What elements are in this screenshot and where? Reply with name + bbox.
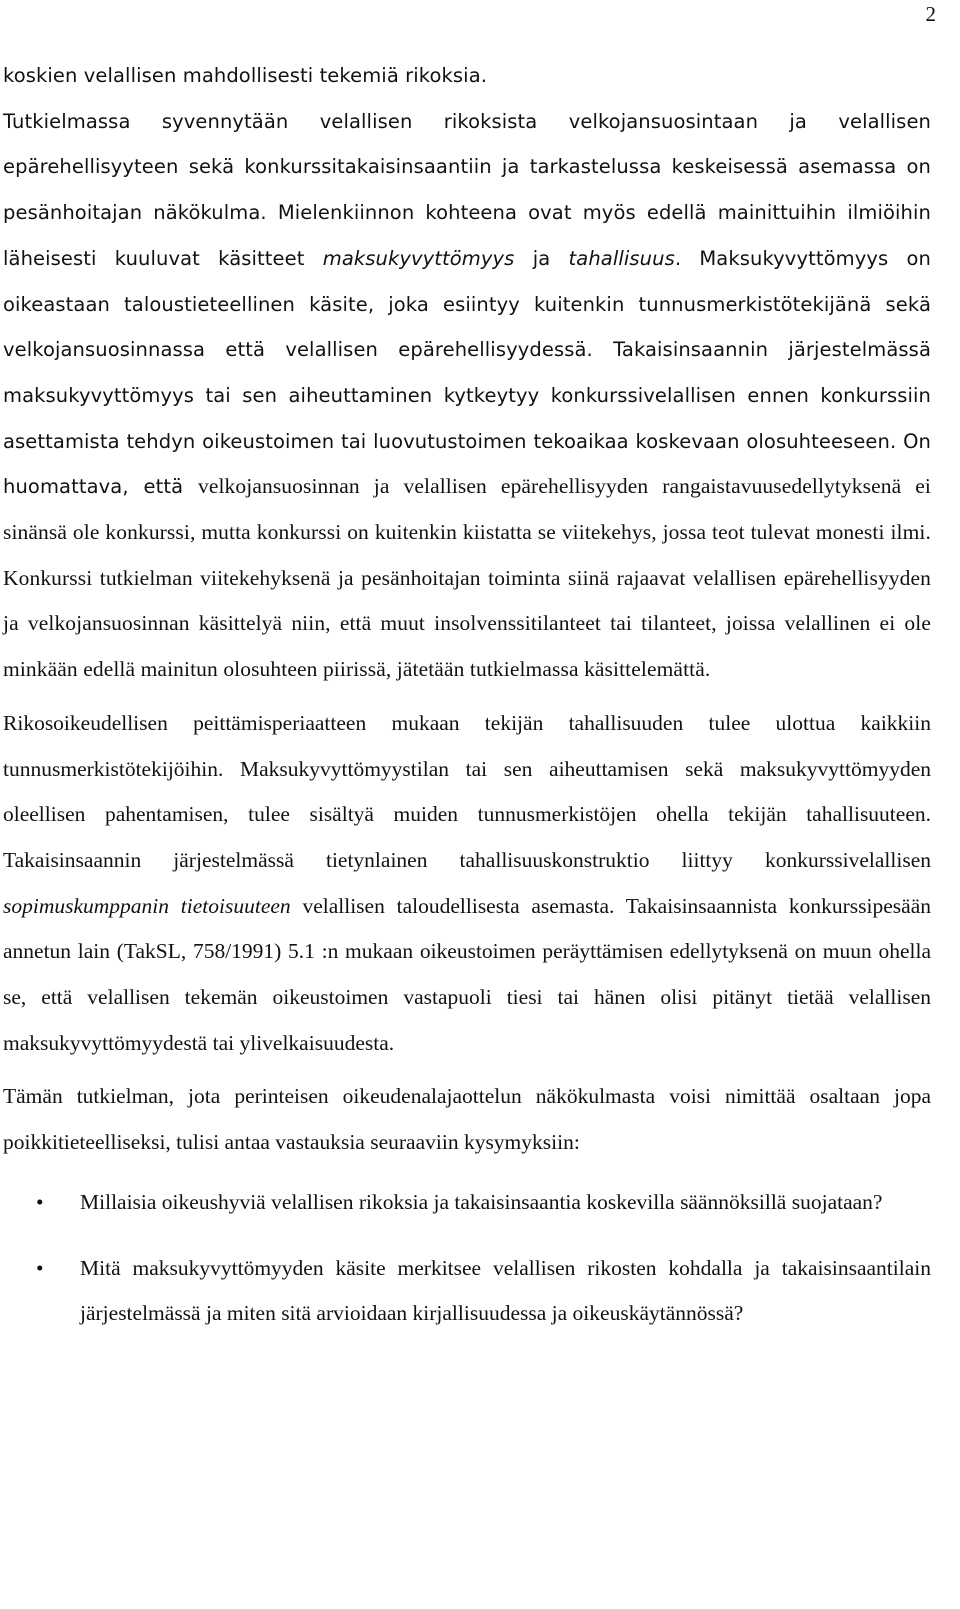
question-list xyxy=(3,1180,931,1337)
text-run: koskien velallisen mahdollisesti tekemiä rikoksia. xyxy=(3,64,488,87)
text-run-serif: velkojansuosinnan ja velallisen epärehellisyyden rangaistavuusedellytyksenä ei sinänsä ole konkurssi, mutta konkurssi on kuitenkin kiistatta se viitekehys, jossa teot tulevat monesti ilmi. Konkurssi tutkielman viitekehyksenä ja pesänhoitajan toiminta siinä rajaavat velallisen epärehellisyyden ja velkojansuosinnan käsittelyä niin, että muut insolvenssitilanteet tai tilanteet, joissa velallinen ei ole minkään edellä mainitun olosuhteen piirissä, jätetään tutkielmassa käsittelemättä. xyxy=(3,474,932,682)
text-run: Tutkielmassa syvennytään velallisen rikoksista velkojansuosintaan ja velallisen epärehellisyyteen sekä konkurssitakaisinsaantiin ja tarkastelussa keskeisessä asemassa on pesänhoitajan näkökulma. Mielenkiinnon kohteena ovat myös edellä mainittuihin ilmiöihin läheisesti kuuluvat käsitteet xyxy=(3,109,931,270)
question-text: Millaisia oikeushyviä velallisen rikoksia ja takaisinsaantia koskevilla säännöksillä suojataan? xyxy=(80,1189,883,1214)
question-item xyxy=(3,1180,931,1226)
page-number: 2 xyxy=(925,2,936,26)
italic-term-tahallisuus: tahallisuus xyxy=(568,246,675,270)
text-run: . Maksukyvyttömyys on oikeastaan taloustieteellinen käsite, joka esiintyy kuitenkin tunnusmerkistötekijänä sekä velkojansuosinnassa että velallisen epärehellisyydessä. Takaisinsaannin järjestelmässä maksukyvyttömyys tai sen aiheuttaminen kytkeytyy konkurssivelallisen ennen konkurssiin asettamista tehdyn oikeustoimen tai luovutustoimen tekoaikaa koskevaan olosuhteeseen. On huomattava, että xyxy=(3,246,931,499)
text-run: velallisen taloudellisesta asemasta. Takaisinsaannista konkurssipesään annetun lain (TakSL, 758/1991) 5.1 :n mukaan oikeustoimen peräyttämisen edellytyksenä on muun ohella se, että velallisen tekemän oikeustoimen vastapuoli tiesi tai hänen olisi pitänyt tietää velallisen maksukyvyttömyydestä tai ylivelkaisuudesta. xyxy=(3,893,931,1055)
document-body xyxy=(3,53,931,1337)
bullet-icon: • xyxy=(36,1189,44,1214)
text-run: Tämän tutkielman, jota perinteisen oikeudenalajaottelun näkökulmasta voisi nimittää osaltaan jopa poikkitieteelliseksi, tulisi antaa vastauksia seuraaviin kysymyksiin: xyxy=(3,1084,931,1155)
paragraph-intro-end xyxy=(3,53,931,99)
paragraph-questions-intro xyxy=(3,1074,931,1165)
question-text: Mitä maksukyvyttömyyden käsite merkitsee velallisen rikosten kohdalla ja takaisinsaantilain järjestelmässä ja miten sitä arvioidaan kirjallisuudessa ja oikeuskäytännössä? xyxy=(80,1255,931,1326)
text-run: Rikosoikeudellisen peittämisperiaatteen mukaan tekijän tahallisuuden tulee ulottua kaikkiin tunnusmerkistötekijöihin. Maksukyvyttömyystilan tai sen aiheuttamisen sekä maksukyvyttömyyden oleellisen pahentamisen, tulee sisältyä muiden tunnusmerkistöjen ohella tekijän tahallisuuteen. Takaisinsaannin järjestelmässä tietynlainen tahallisuuskonstruktio liittyy konkurssivelallisen xyxy=(3,710,931,872)
paragraph-scope xyxy=(3,99,931,693)
italic-term-sopimuskumppanin-tietoisuuteen: sopimuskumppanin tietoisuuteen xyxy=(3,893,291,918)
text-run: ja xyxy=(514,246,569,270)
italic-term-maksukyvyttomyys: maksukyvyttömyys xyxy=(322,246,515,270)
paragraph-intent xyxy=(3,701,931,1067)
bullet-icon: • xyxy=(36,1255,44,1280)
question-item xyxy=(3,1246,931,1337)
